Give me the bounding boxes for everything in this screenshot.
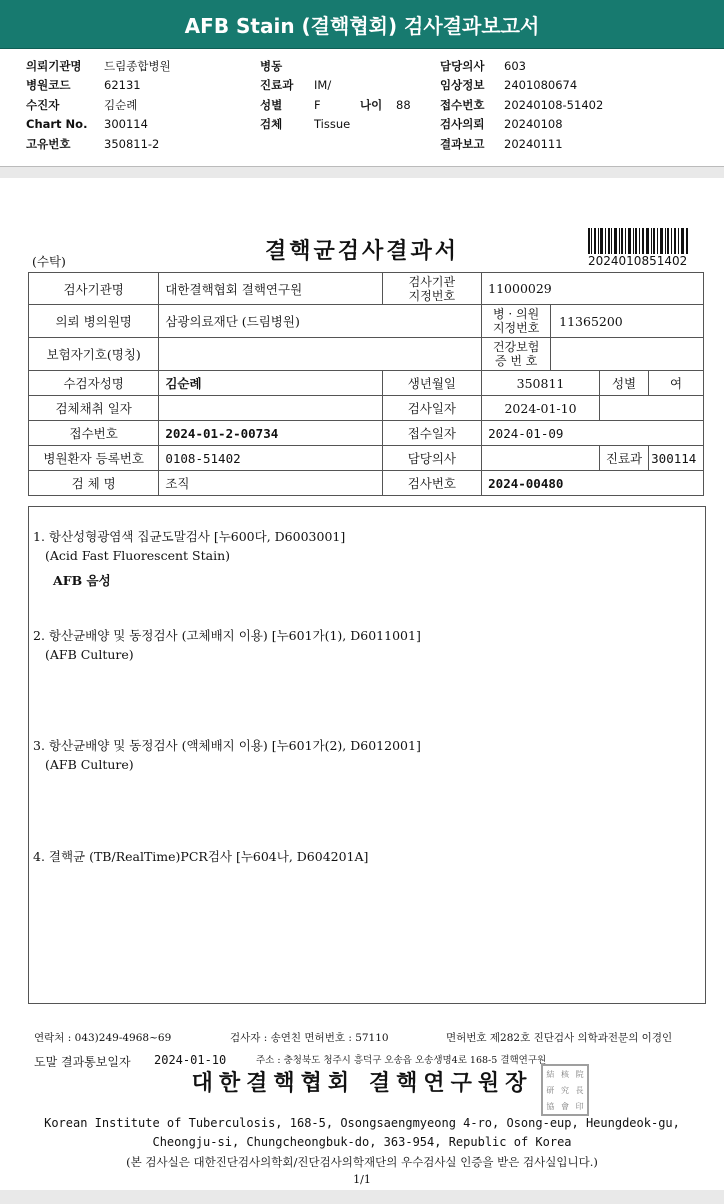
header-value: 2401080674	[504, 78, 578, 93]
header-value: 603	[504, 58, 526, 73]
header-value: 20240108-51402	[504, 97, 604, 112]
result-subtitle: (AFB Culture)	[45, 647, 134, 662]
table-value	[159, 338, 482, 371]
table-row	[29, 305, 704, 338]
header-value: 드림종합병원	[104, 58, 171, 73]
table-value: 대한결핵협회 결핵연구원	[159, 273, 382, 305]
header-label: 결과보고	[440, 136, 485, 151]
result-title: 1. 항산성형광염색 집균도말검사 [누600다, D6003001]	[33, 529, 346, 544]
age-label: 나이	[360, 97, 383, 112]
table-label: 병원환자 등록번호	[29, 446, 159, 471]
certification-note: (본 검사실은 대한진단검사의학회/진단검사의학재단의 우수검사실 인증을 받은 검사실입니다.)	[126, 1155, 598, 1169]
table-value: 2024-01-10	[482, 396, 600, 421]
header-label: 수진자	[26, 97, 60, 112]
table-value: 0108-51402	[159, 446, 382, 471]
scanned-report	[0, 178, 724, 1190]
report-date-label: 도말 결과통보일자	[34, 1055, 131, 1069]
header-label: 의뢰기관명	[26, 58, 82, 73]
table-value	[159, 396, 382, 421]
table-label: 진료과	[599, 446, 648, 471]
table-label: 검사기관명	[29, 273, 159, 305]
header-label: 고유번호	[26, 136, 71, 151]
header-label: 병원코드	[26, 78, 71, 93]
table-row	[29, 471, 704, 496]
header-label: 진료과	[260, 78, 294, 93]
table-value: 11365200	[559, 313, 623, 329]
header-value: IM/	[314, 78, 332, 93]
patient-header	[0, 49, 724, 167]
page-number: 1/1	[353, 1173, 371, 1186]
table-value	[482, 446, 600, 471]
table-label: 병 · 의원 지정번호	[482, 305, 551, 337]
report-date: 2024-01-10	[154, 1053, 227, 1067]
header-value: 김순례	[104, 97, 138, 112]
doctor-info: 면허번호 제282호 진단검사 의학과전문의 이경인	[446, 1032, 673, 1044]
header-label: 병동	[260, 58, 283, 73]
table-label: 담당의사	[382, 446, 482, 471]
table-row	[29, 396, 704, 421]
header-column-2	[260, 56, 411, 134]
table-label: 검사번호	[382, 471, 482, 496]
header-value: 350811-2	[104, 136, 160, 151]
table-row	[29, 446, 704, 471]
table-cell	[482, 305, 704, 338]
table-row	[29, 338, 704, 371]
table-value: 2024-01-2-00734	[159, 421, 382, 446]
table-label: 건강보험 증 번 호	[482, 338, 551, 370]
table-value: 11000029	[482, 273, 704, 305]
table-value: 여	[649, 371, 704, 396]
table-label: 검사일자	[382, 396, 482, 421]
table-cell	[599, 396, 703, 421]
table-label: 검 체 명	[29, 471, 159, 496]
result-item	[33, 847, 368, 866]
header-value: 20240108	[504, 117, 563, 132]
result-title: 4. 결핵균 (TB/RealTime)PCR검사 [누604나, D604201A]	[33, 849, 369, 864]
result-item	[33, 736, 421, 774]
header-value: 300114	[104, 117, 148, 132]
table-value: 조직	[159, 471, 382, 496]
header-value: F	[314, 97, 321, 112]
result-subtitle: (Acid Fast Fluorescent Stain)	[45, 548, 231, 563]
document-title: 결핵균검사결과서	[264, 238, 460, 264]
header-value: 62131	[104, 78, 141, 93]
table-label: 수검자성명	[29, 371, 159, 396]
result-item	[33, 527, 345, 590]
tester-info: 검사자 : 송연친 면허번호 : 57110	[230, 1032, 389, 1044]
age-value: 88	[396, 97, 411, 112]
header-label: 성별	[260, 97, 283, 112]
table-label: 접수일자	[382, 421, 482, 446]
barcode-number: 2024010851402	[588, 254, 688, 268]
address-korean: 주소 : 충청북도 청주시 흥덕구 오송읍 오송생명4로 168-5 결핵연구원	[256, 1055, 547, 1066]
result-title: 2. 항산균배양 및 동정검사 (고체배지 이용) [누601가(1), D6011001]	[33, 628, 421, 643]
header-label: 접수번호	[440, 97, 485, 112]
header-label: Chart No.	[26, 117, 88, 132]
table-label: 검체채취 일자	[29, 396, 159, 421]
result-subtitle: (AFB Culture)	[45, 757, 134, 772]
table-value: 2024-01-09	[482, 421, 704, 446]
bottom-margin	[0, 1190, 724, 1204]
official-seal-icon: 結 核 院 研 究 長 協 會 印	[541, 1064, 589, 1116]
test-results	[28, 506, 706, 1004]
institute-name: 대한결핵협회 결핵연구원장	[191, 1070, 533, 1096]
table-value: 김순례	[159, 371, 382, 396]
header-label: 검사의뢰	[440, 117, 485, 132]
table-label: 생년월일	[382, 371, 482, 396]
table-row	[29, 371, 704, 396]
header-value: 20240111	[504, 136, 563, 151]
table-value: 2024-00480	[482, 471, 704, 496]
header-column-3	[440, 56, 603, 154]
result-item	[33, 626, 421, 664]
header-label: 담당의사	[440, 58, 485, 73]
table-label: 보험자기호(명칭)	[29, 338, 159, 371]
result-title: 3. 항산균배양 및 동정검사 (액체배지 이용) [누601가(2), D6012001]	[33, 738, 421, 753]
address-english-line1: Korean Institute of Tuberculosis, 168-5, Osongsaengmyeong 4-ro, Osong-eup, Heungdeok-gu,	[44, 1116, 680, 1130]
table-row	[29, 273, 704, 305]
result-value: AFB 음성	[53, 573, 111, 588]
header-value: Tissue	[314, 117, 351, 132]
header-column-1	[26, 56, 171, 154]
table-value: 300114	[649, 446, 704, 471]
contact-info: 연락처 : 043)249-4968~69	[34, 1032, 172, 1044]
table-cell	[482, 338, 704, 371]
table-value: 350811	[482, 371, 600, 396]
table-label: 성별	[599, 371, 648, 396]
table-label: 의뢰 병의원명	[29, 305, 159, 338]
table-label: 검사기관 지정번호	[382, 273, 482, 305]
consignment-label: (수탁)	[32, 254, 66, 269]
table-label: 접수번호	[29, 421, 159, 446]
patient-info-table	[28, 272, 704, 496]
header-label: 검체	[260, 117, 283, 132]
address-english-line2: Cheongju-si, Chungcheongbuk-do, 363-954, Republic of Korea	[152, 1135, 572, 1149]
table-row	[29, 421, 704, 446]
header-label: 임상정보	[440, 78, 485, 93]
report-title: AFB Stain (결핵협회) 검사결과보고서	[0, 0, 724, 49]
table-value: 삼광의료재단 (드림병원)	[159, 305, 482, 338]
